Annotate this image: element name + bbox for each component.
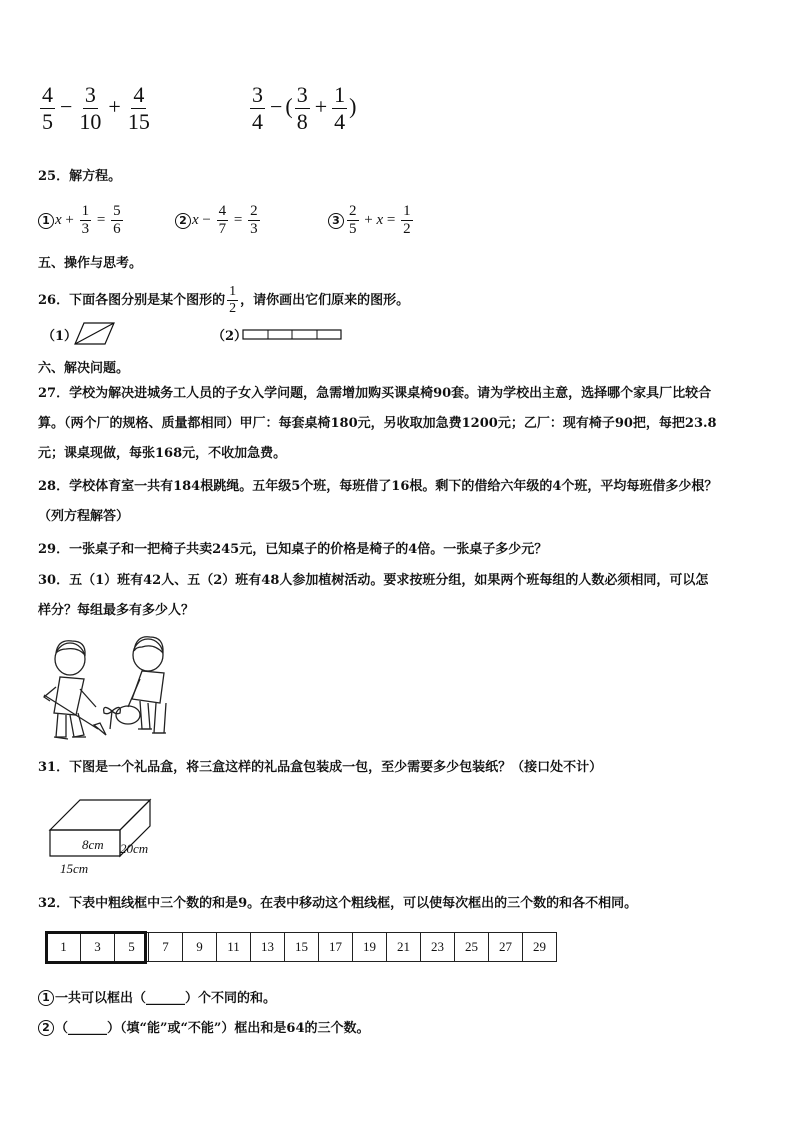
- number-cell: 1: [47, 933, 81, 962]
- q32-sub-2: 2 （______）（填“能”或“不能”）框出和是64的三个数。: [38, 1020, 370, 1036]
- q25-equation-3: 3 $\frac{2}{5}$ + x = $\frac{1}{2}$: [328, 203, 415, 238]
- parallelogram-figure: [74, 322, 116, 346]
- expression-1: $\frac{4}{5}$ − $\frac{3}{10}$ + $\frac{4}{15}$: [42, 82, 150, 134]
- q25-equation-2: 2 x − $\frac{4}{7}$ = $\frac{2}{3}$: [175, 203, 262, 238]
- number-cell: 17: [319, 933, 353, 962]
- children-planting-illustration: [36, 633, 186, 745]
- expression-2: $\frac{3}{4}$ − ( $\frac{3}{8}$ + $\frac{1}{4}$ ): [252, 82, 357, 134]
- number-cell: 13: [251, 933, 285, 962]
- q31-text: 31．下图是一个礼品盒，将三盒这样的礼品盒包装成一包，至少需要多少包装纸？（接口处不计）: [38, 760, 603, 775]
- number-cell: 27: [489, 933, 523, 962]
- q32-sub-1: 1 一共可以框出（______）个不同的和。: [38, 990, 276, 1006]
- q26-label-1: （1）: [42, 329, 78, 344]
- q29-text: 29．一张桌子和一把椅子共卖245元，已知桌子的价格是椅子的4倍。一张桌子多少元？: [38, 542, 548, 557]
- number-cell: 25: [455, 933, 489, 962]
- box-width-label: 20cm: [120, 841, 149, 856]
- parallelogram-diagonal: [75, 323, 114, 344]
- number-cell: 15: [285, 933, 319, 962]
- number-cell: 29: [523, 933, 557, 962]
- q28-text: 28．学校体育室一共有184根跳绳。五年级5个班，每班借了16根。剩下的借给六年级的4个班，平均每班借多少根？ （列方程解答）: [38, 479, 718, 524]
- rectangle-strip-figure: [242, 329, 344, 341]
- number-cell: 7: [149, 933, 183, 962]
- number-cell: 11: [217, 933, 251, 962]
- number-cell: 21: [387, 933, 421, 962]
- number-cell: 19: [353, 933, 387, 962]
- thick-selection-frame: [45, 931, 147, 964]
- box-length-label: 15cm: [60, 861, 89, 876]
- q26-label-2: （2）: [212, 329, 248, 344]
- number-cell: 5: [115, 933, 149, 962]
- q26-text: 26．下面各图分别是某个图形的 $\frac{1}{2}$ ，请你画出它们原来的图形。: [38, 284, 410, 316]
- q25-title: 25．解方程。: [38, 169, 122, 184]
- number-cell: 9: [183, 933, 217, 962]
- q25-equation-1: 1 x + $\frac{1}{3}$ = $\frac{5}{6}$: [38, 203, 125, 238]
- box-height-label: 8cm: [82, 837, 104, 852]
- q30-text: 30．五（1）班有42人、五（2）班有48人参加植树活动。要求按班分组，如果两个班每组的人数必须相同，可以怎 样分？每组最多有多少人？: [38, 573, 709, 618]
- q32-text: 32．下表中粗线框中三个数的和是9。在表中移动这个粗线框，可以使每次框出的三个数的和各不相同。: [38, 896, 638, 911]
- section-6-heading: 六、解决问题。: [38, 361, 130, 376]
- number-cell: 3: [81, 933, 115, 962]
- q27-text: 27．学校为解决进城务工人员的子女入学问题，急需增加购买课桌椅90套。请为学校出主意，选择哪个家具厂比较合 算。（两个厂的规格、质量都相同）甲厂：每套桌椅180元，另收取加急费1200元；乙厂：现有椅子90把，每把23.8 元；课桌现做，每张168元，不收加急费。: [38, 386, 717, 461]
- number-cell: 23: [421, 933, 455, 962]
- section-5-heading: 五、操作与思考。: [38, 256, 143, 271]
